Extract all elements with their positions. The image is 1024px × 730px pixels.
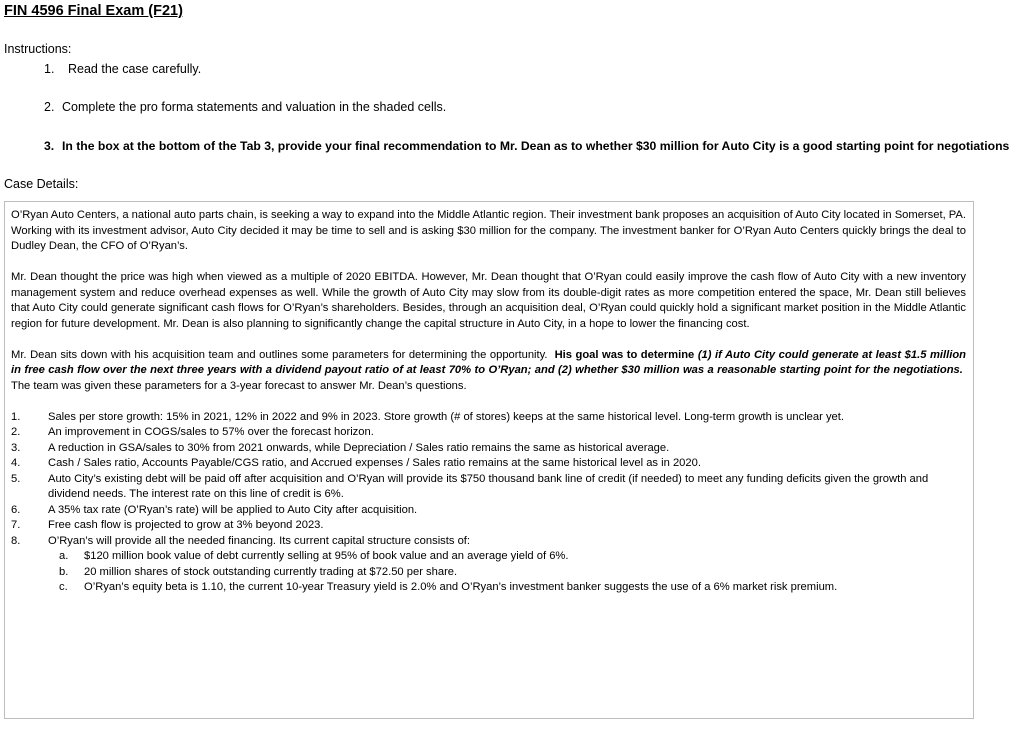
- parameter-item: [11, 534, 966, 596]
- sub-item: [48, 549, 966, 565]
- goal-statement: His goal was to determine: [554, 348, 695, 361]
- parameter-item: [11, 441, 966, 457]
- parameter-number: 4.: [11, 457, 21, 469]
- case-paragraph-2: Mr. Dean thought the price was high when viewed as a multiple of 2020 EBITDA. However, Mr. Dean thought that O’Ryan could easily improve the cash flow of Auto City with a new inventory management system and reduce overhead expenses as well. While the growth of Auto City may slow from its double-digit rates as more competition entered the space, Mr. Dean still believes that Auto City could generate significant cash flows for O’Ryan’s shareholders. Besides, through an acquisition deal, O’Ryan could quickly hold a significant market position in the Middle Atlantic region for future development. Mr. Dean is also planning to significantly change the capital structure in Auto City, in a hope to lower the financing cost.: [11, 271, 966, 330]
- instruction-text: Read the case carefully.: [68, 62, 202, 76]
- goal-conditions: (1) if Auto City could generate at least $1.5 million in free cash flow over the next three years with a dividend payout ratio of at least 70% to O’Ryan; and (2) whether $30 million was a reasonable starting point for the negotiations.: [11, 348, 966, 376]
- sub-item-text: $120 million book value of debt currently selling at 95% of book value and an average yield of 6%.: [84, 550, 569, 562]
- parameter-number: 3.: [11, 441, 21, 454]
- parameter-text: O’Ryan’s will provide all the needed financing. Its current capital structure consists of:: [48, 534, 471, 547]
- parameter-item: [11, 472, 966, 503]
- parameter-item: [11, 410, 966, 426]
- parameter-item: [11, 518, 966, 534]
- parameter-number: 6.: [11, 503, 21, 516]
- sub-item-text: 20 million shares of stock outstanding currently trading at $72.50 per share.: [84, 565, 458, 578]
- parameter-text: Sales per store growth: 15% in 2021, 12% in 2022 and 9% in 2023. Store growth (# of stores) keeps at the same historical level. Long-term growth is unclear yet.: [48, 410, 844, 423]
- parameter-text: A reduction in GSA/sales to 30% from 2021 onwards, while Depreciation / Sales ratio remains the same as historical average.: [48, 441, 670, 454]
- sub-item: [48, 565, 966, 581]
- paragraph-3-intro: Mr. Dean sits down with his acquisition team and outlines some parameters for determining the opportunity.: [11, 348, 548, 361]
- sub-item: [48, 580, 966, 596]
- instructions-label: Instructions:: [4, 42, 72, 56]
- instruction-item: [44, 100, 446, 114]
- parameter-list: [11, 410, 966, 596]
- sub-item-letter: b.: [59, 565, 69, 578]
- parameter-text: Free cash flow is projected to grow at 3% beyond 2023.: [48, 519, 324, 531]
- paragraph-3-outro: The team was given these parameters for a 3-year forecast to answer Mr. Dean’s questions.: [11, 379, 467, 392]
- instruction-number: 1.: [44, 62, 55, 76]
- parameter-number: 7.: [11, 519, 21, 531]
- instruction-item: [44, 139, 1009, 153]
- sub-item-text: O’Ryan’s equity beta is 1.10, the current 10-year Treasury yield is 2.0% and O’Ryan’s investment banker suggests the use of a 6% market risk premium.: [84, 581, 838, 593]
- sub-item-letter: c.: [59, 581, 68, 593]
- parameter-text: A 35% tax rate (O’Ryan’s rate) will be applied to Auto City after acquisition.: [48, 503, 418, 516]
- parameter-item: [11, 503, 966, 519]
- parameter-item: [11, 456, 966, 472]
- parameter-number: 8.: [11, 534, 21, 547]
- parameter-text: Auto City’s existing debt will be paid off after acquisition and O’Ryan will provide its $750 thousand bank line of credit (if needed) to meet any funding deficits given the growth and dividend needs. The interest rate on this line of credit is 6%.: [48, 472, 929, 500]
- parameter-number: 1.: [11, 410, 21, 423]
- parameter-text: An improvement in COGS/sales to 57% over the forecast horizon.: [48, 426, 374, 438]
- case-paragraph-3: [11, 348, 966, 395]
- parameter-number: 2.: [11, 426, 21, 438]
- page-title: FIN 4596 Final Exam (F21): [4, 3, 183, 19]
- case-details-label: Case Details:: [4, 177, 79, 191]
- capital-structure-list: [48, 549, 966, 596]
- instruction-number: 2.: [44, 100, 55, 114]
- sub-item-letter: a.: [59, 550, 69, 562]
- case-paragraph-1: O’Ryan Auto Centers, a national auto parts chain, is seeking a way to expand into the Middle Atlantic region. Their investment bank proposes an acquisition of Auto City located in Somerset, PA. Working with its investment advisor, Auto City decided it may be time to sell and is asking $30 million for the company. The investment banker for O’Ryan Auto Centers quickly brings the deal to Dudley Dean, the CFO of O’Ryan’s.: [11, 209, 966, 252]
- parameter-text: Cash / Sales ratio, Accounts Payable/CGS ratio, and Accrued expenses / Sales ratio remains at the same historical level as in 2020.: [48, 457, 701, 469]
- instruction-text: In the box at the bottom of the Tab 3, provide your final recommendation to Mr. Dean as to whether $30 million for Auto City is a good starting point for negotiations: [62, 139, 1010, 153]
- instruction-text: Complete the pro forma statements and valuation in the shaded cells.: [62, 100, 447, 114]
- parameter-number: 5.: [11, 472, 21, 485]
- case-details-box: [4, 201, 974, 719]
- instruction-number: 3.: [44, 139, 55, 153]
- parameter-item: [11, 425, 966, 441]
- instruction-item: [44, 62, 201, 76]
